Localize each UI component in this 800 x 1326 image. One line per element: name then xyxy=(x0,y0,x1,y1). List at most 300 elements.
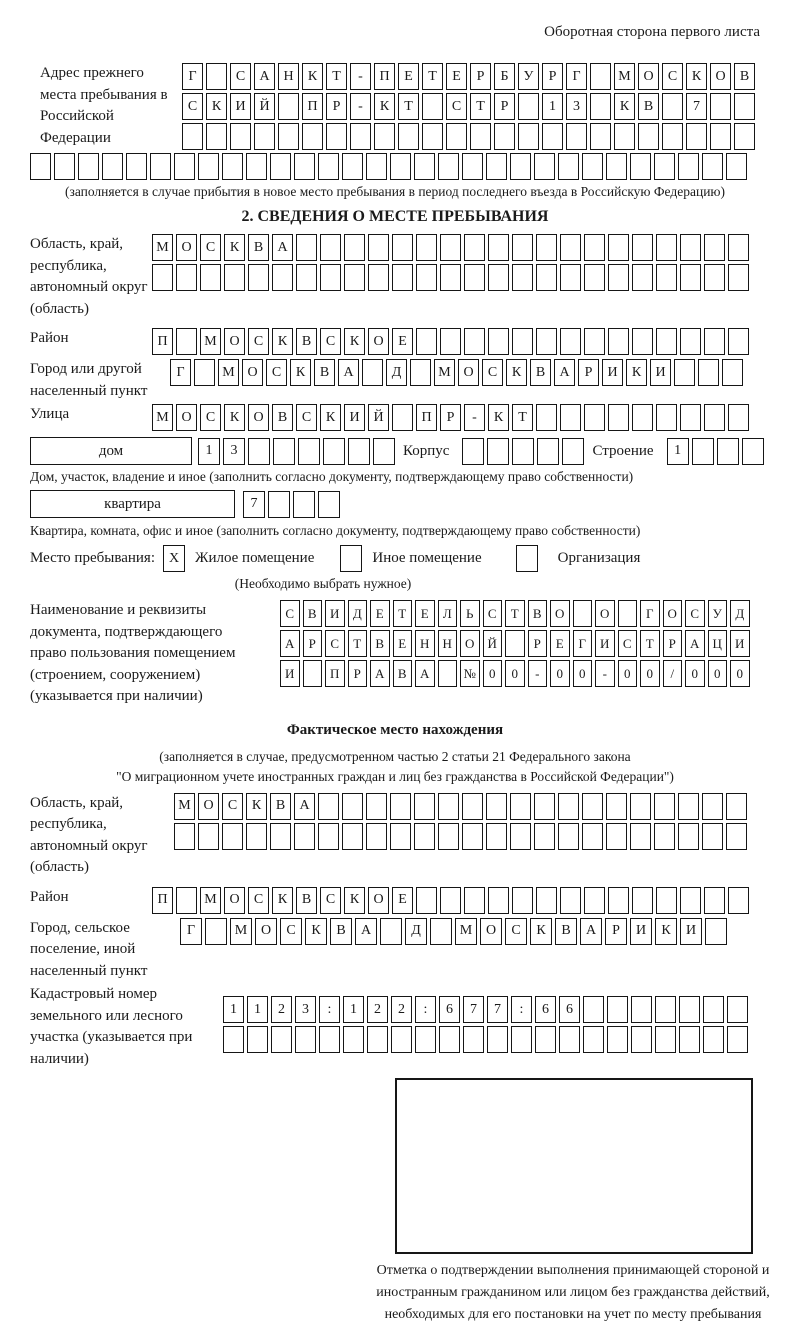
char-cell[interactable]: М xyxy=(200,887,221,914)
char-cell[interactable] xyxy=(487,1026,508,1053)
char-cell[interactable] xyxy=(582,823,603,850)
char-cell[interactable]: - xyxy=(528,660,548,687)
char-cell[interactable]: А xyxy=(580,918,602,945)
char-cell[interactable] xyxy=(590,63,611,90)
char-cell[interactable]: В xyxy=(330,918,352,945)
char-cell[interactable] xyxy=(584,234,605,261)
char-cell[interactable] xyxy=(505,630,525,657)
char-cell[interactable]: К xyxy=(305,918,327,945)
char-cell[interactable]: Д xyxy=(405,918,427,945)
char-cell[interactable] xyxy=(704,234,725,261)
char-cell[interactable] xyxy=(631,996,652,1023)
char-cell[interactable] xyxy=(392,404,413,431)
char-cell[interactable]: М xyxy=(152,234,173,261)
char-cell[interactable] xyxy=(486,823,507,850)
char-cell[interactable]: В xyxy=(303,600,323,627)
char-cell[interactable]: Й xyxy=(368,404,389,431)
char-cell[interactable] xyxy=(560,264,581,291)
char-cell[interactable]: С xyxy=(200,234,221,261)
char-cell[interactable] xyxy=(367,1026,388,1053)
char-cell[interactable] xyxy=(698,359,719,386)
char-cell[interactable]: К xyxy=(530,918,552,945)
char-cell[interactable] xyxy=(222,823,243,850)
char-cell[interactable] xyxy=(692,438,714,465)
char-cell[interactable]: И xyxy=(325,600,345,627)
char-cell[interactable] xyxy=(583,1026,604,1053)
char-cell[interactable] xyxy=(703,1026,724,1053)
char-cell[interactable] xyxy=(728,234,749,261)
char-cell[interactable] xyxy=(656,234,677,261)
char-cell[interactable]: С xyxy=(200,404,221,431)
char-cell[interactable]: 1 xyxy=(542,93,563,120)
char-cell[interactable] xyxy=(631,1026,652,1053)
char-cell[interactable] xyxy=(512,887,533,914)
char-cell[interactable] xyxy=(430,918,452,945)
char-cell[interactable]: М xyxy=(230,918,252,945)
char-cell[interactable]: - xyxy=(350,93,371,120)
char-cell[interactable] xyxy=(656,404,677,431)
char-cell[interactable]: И xyxy=(230,93,251,120)
char-cell[interactable]: С xyxy=(505,918,527,945)
char-cell[interactable]: О xyxy=(663,600,683,627)
char-cell[interactable]: О xyxy=(224,328,245,355)
char-cell[interactable] xyxy=(734,123,755,150)
char-cell[interactable]: 0 xyxy=(685,660,705,687)
char-cell[interactable] xyxy=(734,93,755,120)
char-cell[interactable]: 1 xyxy=(247,996,268,1023)
char-cell[interactable]: Е xyxy=(370,600,390,627)
char-cell[interactable] xyxy=(422,123,443,150)
char-cell[interactable]: И xyxy=(344,404,365,431)
char-cell[interactable]: О xyxy=(368,887,389,914)
char-cell[interactable] xyxy=(654,153,675,180)
char-cell[interactable] xyxy=(440,887,461,914)
char-cell[interactable] xyxy=(654,823,675,850)
char-cell[interactable]: И xyxy=(650,359,671,386)
char-cell[interactable]: А xyxy=(338,359,359,386)
char-cell[interactable]: У xyxy=(518,63,539,90)
char-cell[interactable] xyxy=(230,123,251,150)
char-cell[interactable] xyxy=(638,123,659,150)
char-cell[interactable] xyxy=(702,823,723,850)
char-cell[interactable] xyxy=(632,887,653,914)
char-cell[interactable]: Т xyxy=(512,404,533,431)
char-cell[interactable] xyxy=(380,918,402,945)
char-cell[interactable] xyxy=(488,234,509,261)
char-cell[interactable] xyxy=(391,1026,412,1053)
char-cell[interactable] xyxy=(722,359,743,386)
char-cell[interactable] xyxy=(512,438,534,465)
char-cell[interactable] xyxy=(194,359,215,386)
char-cell[interactable] xyxy=(438,153,459,180)
char-cell[interactable]: Р xyxy=(326,93,347,120)
char-cell[interactable] xyxy=(726,823,747,850)
char-cell[interactable] xyxy=(726,793,747,820)
char-cell[interactable] xyxy=(680,234,701,261)
char-cell[interactable]: С xyxy=(230,63,251,90)
char-cell[interactable]: К xyxy=(686,63,707,90)
char-cell[interactable] xyxy=(512,328,533,355)
char-cell[interactable]: Г xyxy=(573,630,593,657)
char-cell[interactable] xyxy=(446,123,467,150)
char-cell[interactable] xyxy=(632,328,653,355)
char-cell[interactable]: Р xyxy=(494,93,515,120)
char-cell[interactable] xyxy=(584,328,605,355)
char-cell[interactable]: В xyxy=(638,93,659,120)
char-cell[interactable] xyxy=(727,1026,748,1053)
char-cell[interactable] xyxy=(152,264,173,291)
char-cell[interactable]: В xyxy=(270,793,291,820)
char-cell[interactable]: 7 xyxy=(487,996,508,1023)
char-cell[interactable]: С xyxy=(483,600,503,627)
char-cell[interactable]: П xyxy=(374,63,395,90)
char-cell[interactable] xyxy=(302,123,323,150)
char-cell[interactable]: П xyxy=(152,328,173,355)
char-cell[interactable] xyxy=(584,404,605,431)
char-cell[interactable]: 0 xyxy=(550,660,570,687)
char-cell[interactable]: Л xyxy=(438,600,458,627)
char-cell[interactable]: В xyxy=(528,600,548,627)
char-cell[interactable]: П xyxy=(416,404,437,431)
char-cell[interactable]: К xyxy=(302,63,323,90)
char-cell[interactable] xyxy=(390,793,411,820)
char-cell[interactable] xyxy=(705,918,727,945)
char-cell[interactable]: К xyxy=(320,404,341,431)
char-cell[interactable] xyxy=(462,438,484,465)
char-cell[interactable]: И xyxy=(595,630,615,657)
char-cell[interactable] xyxy=(510,823,531,850)
char-cell[interactable] xyxy=(662,123,683,150)
char-cell[interactable] xyxy=(728,328,749,355)
char-cell[interactable] xyxy=(536,404,557,431)
char-cell[interactable]: К xyxy=(488,404,509,431)
char-cell[interactable]: : xyxy=(415,996,436,1023)
char-cell[interactable] xyxy=(416,328,437,355)
char-cell[interactable]: В xyxy=(734,63,755,90)
char-cell[interactable] xyxy=(464,234,485,261)
char-cell[interactable]: В xyxy=(393,660,413,687)
char-cell[interactable]: 7 xyxy=(686,93,707,120)
char-cell[interactable] xyxy=(366,823,387,850)
char-cell[interactable] xyxy=(584,264,605,291)
char-cell[interactable]: И xyxy=(280,660,300,687)
char-cell[interactable] xyxy=(562,438,584,465)
char-cell[interactable]: К xyxy=(246,793,267,820)
char-cell[interactable] xyxy=(678,823,699,850)
char-cell[interactable] xyxy=(246,823,267,850)
char-cell[interactable] xyxy=(710,93,731,120)
char-cell[interactable] xyxy=(248,438,270,465)
char-cell[interactable]: С xyxy=(618,630,638,657)
char-cell[interactable]: Ь xyxy=(460,600,480,627)
stay-residential-checkbox[interactable]: X xyxy=(163,545,185,572)
char-cell[interactable] xyxy=(486,793,507,820)
char-cell[interactable] xyxy=(518,93,539,120)
char-cell[interactable] xyxy=(728,404,749,431)
char-cell[interactable] xyxy=(488,887,509,914)
char-cell[interactable] xyxy=(536,264,557,291)
char-cell[interactable]: И xyxy=(730,630,750,657)
char-cell[interactable]: К xyxy=(374,93,395,120)
char-cell[interactable] xyxy=(294,823,315,850)
char-cell[interactable] xyxy=(710,123,731,150)
char-cell[interactable]: К xyxy=(655,918,677,945)
char-cell[interactable] xyxy=(656,328,677,355)
char-cell[interactable] xyxy=(680,887,701,914)
char-cell[interactable]: 2 xyxy=(391,996,412,1023)
char-cell[interactable]: 6 xyxy=(535,996,556,1023)
char-cell[interactable] xyxy=(248,264,269,291)
char-cell[interactable]: Р xyxy=(348,660,368,687)
char-cell[interactable] xyxy=(296,264,317,291)
char-cell[interactable] xyxy=(246,153,267,180)
char-cell[interactable] xyxy=(632,264,653,291)
char-cell[interactable] xyxy=(512,264,533,291)
char-cell[interactable] xyxy=(632,234,653,261)
char-cell[interactable] xyxy=(537,438,559,465)
char-cell[interactable]: О xyxy=(710,63,731,90)
char-cell[interactable] xyxy=(438,793,459,820)
char-cell[interactable] xyxy=(518,123,539,150)
char-cell[interactable] xyxy=(662,93,683,120)
char-cell[interactable] xyxy=(680,404,701,431)
char-cell[interactable]: М xyxy=(218,359,239,386)
char-cell[interactable] xyxy=(512,234,533,261)
char-cell[interactable] xyxy=(559,1026,580,1053)
char-cell[interactable]: С xyxy=(222,793,243,820)
char-cell[interactable]: / xyxy=(663,660,683,687)
char-cell[interactable]: Й xyxy=(483,630,503,657)
char-cell[interactable]: Д xyxy=(348,600,368,627)
char-cell[interactable] xyxy=(390,153,411,180)
char-cell[interactable]: 7 xyxy=(463,996,484,1023)
char-cell[interactable] xyxy=(416,264,437,291)
char-cell[interactable]: № xyxy=(460,660,480,687)
char-cell[interactable] xyxy=(414,793,435,820)
char-cell[interactable]: В xyxy=(314,359,335,386)
char-cell[interactable]: О xyxy=(458,359,479,386)
char-cell[interactable] xyxy=(296,234,317,261)
char-cell[interactable] xyxy=(488,264,509,291)
char-cell[interactable] xyxy=(488,328,509,355)
char-cell[interactable]: Р xyxy=(528,630,548,657)
char-cell[interactable] xyxy=(200,264,221,291)
char-cell[interactable] xyxy=(583,996,604,1023)
char-cell[interactable]: 6 xyxy=(439,996,460,1023)
char-cell[interactable] xyxy=(271,1026,292,1053)
char-cell[interactable] xyxy=(608,234,629,261)
char-cell[interactable]: О xyxy=(176,234,197,261)
char-cell[interactable]: В xyxy=(296,328,317,355)
char-cell[interactable]: Е xyxy=(415,600,435,627)
char-cell[interactable]: Н xyxy=(438,630,458,657)
char-cell[interactable]: Н xyxy=(278,63,299,90)
char-cell[interactable] xyxy=(342,793,363,820)
char-cell[interactable]: Т xyxy=(422,63,443,90)
char-cell[interactable]: 0 xyxy=(573,660,593,687)
char-cell[interactable]: В xyxy=(248,234,269,261)
char-cell[interactable]: М xyxy=(455,918,477,945)
char-cell[interactable] xyxy=(558,153,579,180)
char-cell[interactable] xyxy=(174,153,195,180)
char-cell[interactable]: О xyxy=(638,63,659,90)
char-cell[interactable]: С xyxy=(685,600,705,627)
char-cell[interactable] xyxy=(416,234,437,261)
char-cell[interactable] xyxy=(247,1026,268,1053)
char-cell[interactable]: С xyxy=(325,630,345,657)
char-cell[interactable]: Т xyxy=(505,600,525,627)
char-cell[interactable] xyxy=(606,793,627,820)
char-cell[interactable]: М xyxy=(434,359,455,386)
char-cell[interactable] xyxy=(607,996,628,1023)
char-cell[interactable]: Т xyxy=(326,63,347,90)
char-cell[interactable] xyxy=(198,823,219,850)
char-cell[interactable]: - xyxy=(350,63,371,90)
char-cell[interactable] xyxy=(102,153,123,180)
char-cell[interactable] xyxy=(416,887,437,914)
char-cell[interactable] xyxy=(618,600,638,627)
char-cell[interactable] xyxy=(54,153,75,180)
char-cell[interactable]: О xyxy=(248,404,269,431)
char-cell[interactable] xyxy=(462,153,483,180)
char-cell[interactable] xyxy=(704,328,725,355)
char-cell[interactable] xyxy=(319,1026,340,1053)
char-cell[interactable]: Р xyxy=(440,404,461,431)
char-cell[interactable]: 3 xyxy=(566,93,587,120)
char-cell[interactable] xyxy=(486,153,507,180)
char-cell[interactable] xyxy=(318,823,339,850)
char-cell[interactable]: Г xyxy=(180,918,202,945)
char-cell[interactable]: А xyxy=(254,63,275,90)
char-cell[interactable] xyxy=(176,264,197,291)
char-cell[interactable]: : xyxy=(511,996,532,1023)
char-cell[interactable] xyxy=(464,328,485,355)
char-cell[interactable] xyxy=(273,438,295,465)
char-cell[interactable]: С xyxy=(280,600,300,627)
char-cell[interactable]: Т xyxy=(348,630,368,657)
char-cell[interactable] xyxy=(542,123,563,150)
char-cell[interactable] xyxy=(728,264,749,291)
char-cell[interactable]: А xyxy=(355,918,377,945)
char-cell[interactable] xyxy=(422,93,443,120)
char-cell[interactable] xyxy=(268,491,290,518)
char-cell[interactable] xyxy=(414,823,435,850)
char-cell[interactable]: К xyxy=(206,93,227,120)
char-cell[interactable]: : xyxy=(319,996,340,1023)
char-cell[interactable] xyxy=(678,793,699,820)
char-cell[interactable]: В xyxy=(370,630,390,657)
char-cell[interactable] xyxy=(150,153,171,180)
char-cell[interactable] xyxy=(303,660,323,687)
char-cell[interactable] xyxy=(560,887,581,914)
char-cell[interactable] xyxy=(392,264,413,291)
char-cell[interactable]: 3 xyxy=(295,996,316,1023)
char-cell[interactable] xyxy=(566,123,587,150)
char-cell[interactable] xyxy=(655,996,676,1023)
char-cell[interactable]: - xyxy=(464,404,485,431)
char-cell[interactable]: С xyxy=(182,93,203,120)
char-cell[interactable] xyxy=(368,234,389,261)
char-cell[interactable] xyxy=(607,1026,628,1053)
char-cell[interactable] xyxy=(630,153,651,180)
char-cell[interactable] xyxy=(350,123,371,150)
char-cell[interactable] xyxy=(678,153,699,180)
char-cell[interactable]: 2 xyxy=(367,996,388,1023)
char-cell[interactable]: М xyxy=(174,793,195,820)
char-cell[interactable] xyxy=(560,404,581,431)
char-cell[interactable] xyxy=(536,328,557,355)
char-cell[interactable]: 3 xyxy=(223,438,245,465)
char-cell[interactable]: К xyxy=(506,359,527,386)
char-cell[interactable]: Р xyxy=(663,630,683,657)
char-cell[interactable]: О xyxy=(198,793,219,820)
char-cell[interactable] xyxy=(590,123,611,150)
char-cell[interactable] xyxy=(494,123,515,150)
char-cell[interactable]: Т xyxy=(470,93,491,120)
char-cell[interactable] xyxy=(462,793,483,820)
char-cell[interactable] xyxy=(224,264,245,291)
char-cell[interactable] xyxy=(295,1026,316,1053)
char-cell[interactable] xyxy=(30,153,51,180)
char-cell[interactable] xyxy=(414,153,435,180)
char-cell[interactable] xyxy=(487,438,509,465)
char-cell[interactable]: Й xyxy=(254,93,275,120)
char-cell[interactable]: 0 xyxy=(640,660,660,687)
char-cell[interactable]: С xyxy=(320,328,341,355)
char-cell[interactable] xyxy=(726,153,747,180)
char-cell[interactable]: Р xyxy=(303,630,323,657)
char-cell[interactable]: 0 xyxy=(483,660,503,687)
char-cell[interactable]: К xyxy=(614,93,635,120)
char-cell[interactable]: П xyxy=(152,887,173,914)
char-cell[interactable] xyxy=(558,793,579,820)
char-cell[interactable] xyxy=(398,123,419,150)
char-cell[interactable] xyxy=(392,234,413,261)
char-cell[interactable] xyxy=(656,264,677,291)
char-cell[interactable] xyxy=(655,1026,676,1053)
char-cell[interactable]: А xyxy=(294,793,315,820)
char-cell[interactable] xyxy=(438,660,458,687)
char-cell[interactable] xyxy=(686,123,707,150)
char-cell[interactable] xyxy=(584,887,605,914)
char-cell[interactable]: К xyxy=(224,404,245,431)
char-cell[interactable]: А xyxy=(272,234,293,261)
char-cell[interactable] xyxy=(680,328,701,355)
char-cell[interactable]: М xyxy=(614,63,635,90)
char-cell[interactable]: Д xyxy=(730,600,750,627)
char-cell[interactable] xyxy=(344,264,365,291)
char-cell[interactable] xyxy=(374,123,395,150)
char-cell[interactable]: 0 xyxy=(708,660,728,687)
char-cell[interactable]: А xyxy=(685,630,705,657)
char-cell[interactable] xyxy=(463,1026,484,1053)
char-cell[interactable] xyxy=(656,887,677,914)
char-cell[interactable] xyxy=(198,153,219,180)
char-cell[interactable]: 1 xyxy=(223,996,244,1023)
char-cell[interactable]: Е xyxy=(393,630,413,657)
char-cell[interactable] xyxy=(608,404,629,431)
char-cell[interactable] xyxy=(439,1026,460,1053)
char-cell[interactable] xyxy=(534,823,555,850)
char-cell[interactable] xyxy=(366,793,387,820)
char-cell[interactable] xyxy=(298,438,320,465)
char-cell[interactable] xyxy=(182,123,203,150)
char-cell[interactable]: О xyxy=(595,600,615,627)
char-cell[interactable]: С xyxy=(266,359,287,386)
char-cell[interactable]: С xyxy=(296,404,317,431)
char-cell[interactable] xyxy=(630,793,651,820)
char-cell[interactable] xyxy=(344,234,365,261)
